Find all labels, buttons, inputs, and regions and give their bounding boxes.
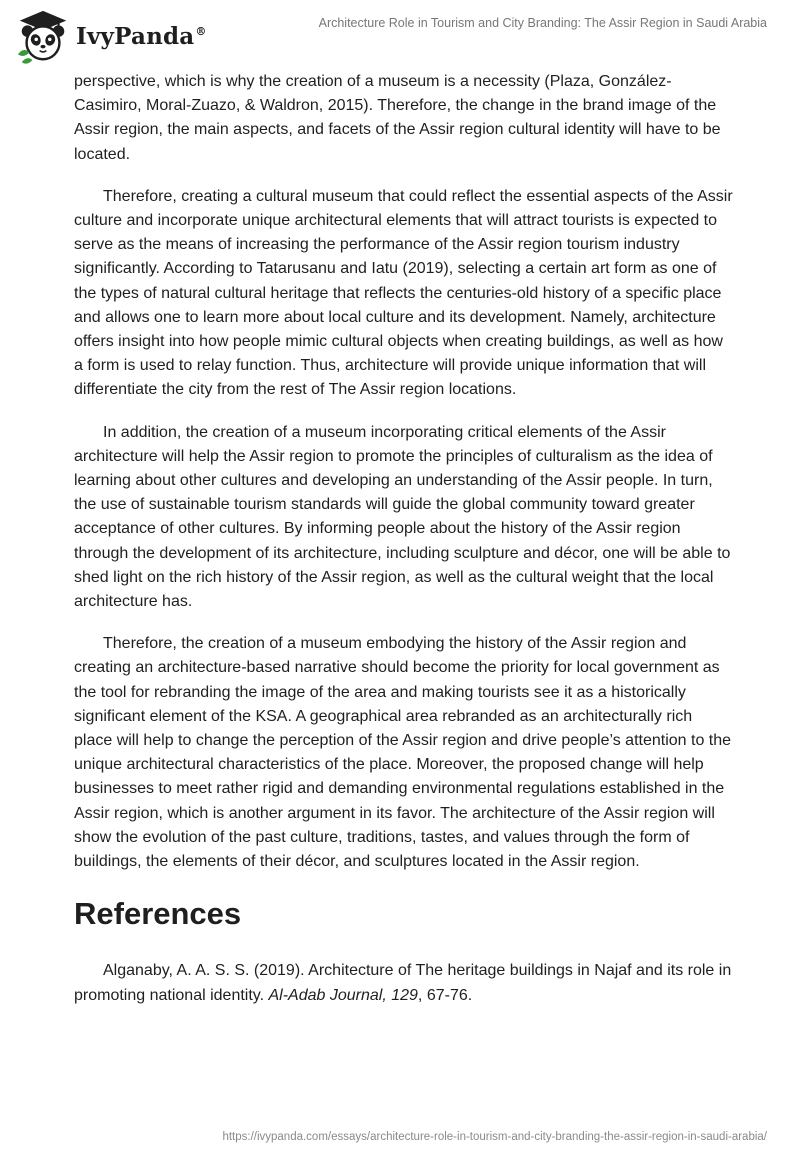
panda-graduate-icon [14, 8, 72, 66]
running-title: Architecture Role in Tourism and City Branding: The Assir Region in Saudi Arabia [318, 16, 767, 30]
page-header [0, 0, 800, 70]
body-paragraph: perspective, which is why the creation of a museum is a necessity (Plaza, González-Casimiro, Moral-Zuazo, & Waldron, 2015). Therefore, the change in the brand image of the Assir region, the main aspects, and facets of the Assir region cultural identity will have to be located. [74, 73, 721, 163]
body-paragraph: In addition, the creation of a museum incorporating critical elements of the Assir architecture will help the Assir region to promote the principles of culturalism as the idea of learning about other cultures and developing an understanding of the Assir people. In turn, the use of sustainable tourism standards will guide the global community toward greater acceptance of other cultures. By informing people about the history of the Assir region through the development of its architecture, including sculpture and décor, one will be able to shed light on the rich history of the Assir region, as well as the cultural weight that the local architecture has. [74, 423, 731, 611]
logo-wordmark: IvyPanda® [76, 22, 207, 50]
essay-content [74, 70, 734, 1008]
source-url[interactable]: https://ivypanda.com/essays/architecture-role-in-tourism-and-city-branding-the-assir-region-in-saudi-arabia/ [222, 1131, 767, 1143]
reference-pages: , 67-76. [417, 986, 473, 1004]
reference-text: Alganaby, A. A. S. S. (2019). Architecture of The heritage buildings in Najaf and its role in promoting national identity. [74, 962, 732, 1004]
reference-journal: Al-Adab Journal, 129 [268, 986, 418, 1004]
reference-entry [74, 959, 734, 1007]
ivypanda-logo[interactable] [14, 8, 207, 66]
references-heading: References [74, 896, 242, 932]
body-paragraph: Therefore, creating a cultural museum that could reflect the essential aspects of the Assir culture and incorporate unique architectural elements that will attract tourists is expected to serve as the means of increasing the performance of the Assir region tourism industry significantly. According to Tatarusanu and Iatu (2019), selecting a certain art form as one of the types of natural cultural heritage that reflects the centuries-old history of a specific place and allows one to learn more about local culture and its development. Namely, architecture offers insight into how people mimic cultural objects when creating buildings, as well as how a form is used to relay function. Thus, architecture will provide unique information that will differentiate the city from the rest of The Assir region locations. [74, 187, 733, 399]
body-paragraph: Therefore, the creation of a museum embodying the history of the Assir region and creating an architecture-based narrative should become the priority for local government as the tool for rebranding the image of the area and making tourists see it as a historically significant element of the KSA. A geographical area rebranded as an architecturally rich place will help to change the perception of the Assir region and drive people’s attention to the unique architectural characteristics of the place. Moreover, the proposed change will help businesses to meet rather rigid and demanding environmental regulations established in the Assir region, which is another argument in its favor. The architecture of the Assir region will show the evolution of the past culture, traditions, tastes, and values through the form of buildings, the elements of their décor, and sculptures located in the Assir region. [74, 635, 732, 871]
